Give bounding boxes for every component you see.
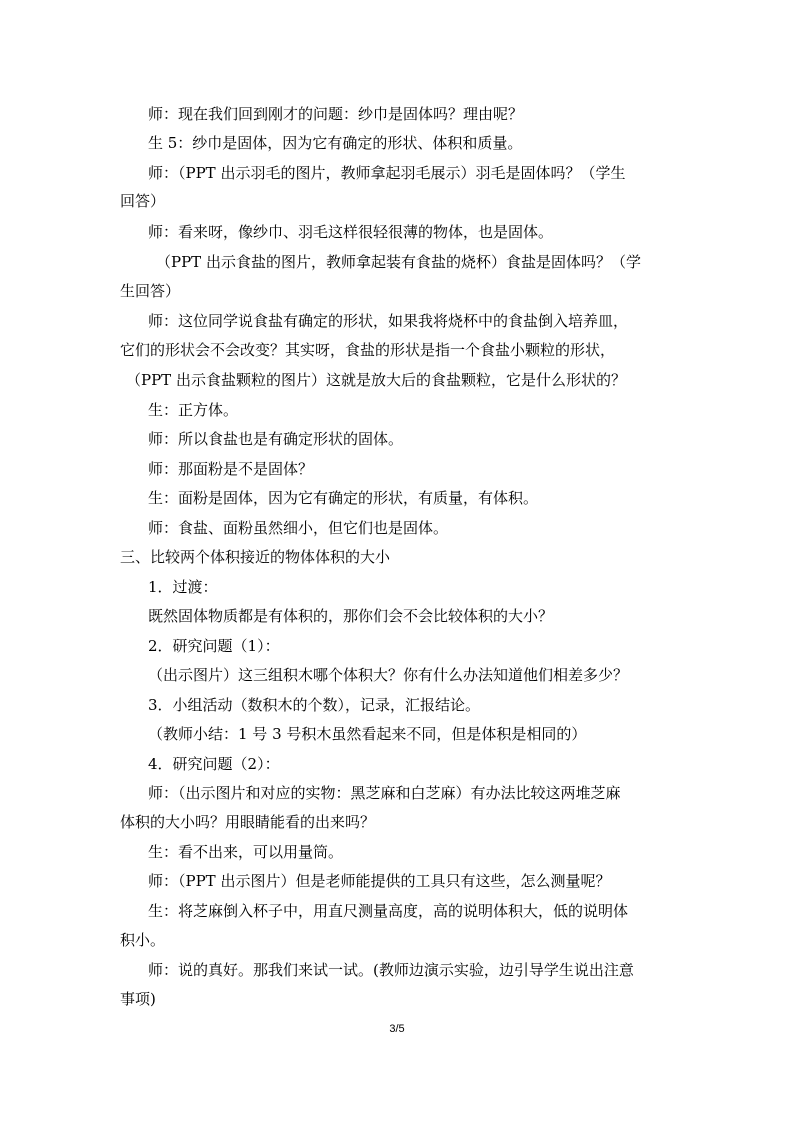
text-line: 师：说的真好。那我们来试一试。(教师边演示实验，边引导学生说出注意 <box>148 961 634 979</box>
text-line: 师：食盐、面粉虽然细小，但它们也是固体。 <box>148 519 449 537</box>
text-line: 师：看来呀，像纱巾、羽毛这样很轻很薄的物体，也是固体。 <box>148 223 554 241</box>
text-line: 回答） <box>120 192 166 210</box>
text-line: 生 5：纱巾是固体，因为它有确定的形状、体积和质量。 <box>148 134 523 152</box>
text-line: （教师小结：1 号 3 号积木虽然看起来不同，但是体积是相同的） <box>148 725 587 743</box>
text-line: 师：这位同学说食盐有确定的形状，如果我将烧杯中的食盐倒入培养皿， <box>148 312 629 330</box>
text-line: 2．研究问题（1）： <box>148 637 280 655</box>
text-line: 事项) <box>120 990 156 1008</box>
text-line: 生：正方体。 <box>148 401 239 419</box>
text-line: （PPT 出示食盐的图片，教师拿起装有食盐的烧杯）食盐是固体吗？（学 <box>156 253 641 271</box>
text-line: 师：（出示图片和对应的实物：黑芝麻和白芝麻）有办法比较这两堆芝麻 <box>148 784 621 802</box>
text-line: 生回答） <box>120 282 181 300</box>
text-line: 师：（PPT 出示图片）但是老师能提供的工具只有这些，怎么测量呢？ <box>148 872 611 890</box>
text-line: 师：所以食盐也是有确定形状的固体。 <box>148 430 404 448</box>
text-line: 生：面粉是固体，因为它有确定的形状，有质量，有体积。 <box>148 489 539 507</box>
text-line: 体积的大小吗？用眼睛能看的出来吗？ <box>120 813 376 831</box>
text-line: 师：那面粉是不是固体？ <box>148 460 314 478</box>
text-line: 4．研究问题（2）： <box>148 755 280 773</box>
text-line: 它们的形状会不会改变？其实呀，食盐的形状是指一个食盐小颗粒的形状， <box>120 341 616 359</box>
text-line: 积小。 <box>120 931 166 949</box>
text-line: 生：看不出来，可以用量筒。 <box>148 843 344 861</box>
text-line: 师：（PPT 出示羽毛的图片，教师拿起羽毛展示）羽毛是固体吗？（学生 <box>148 164 626 182</box>
page-number: 3/5 <box>389 1023 405 1035</box>
text-line: 3．小组活动（数积木的个数），记录，汇报结论。 <box>148 696 481 714</box>
text-line: 1．过渡： <box>148 578 218 596</box>
text-line: （出示图片）这三组积木哪个体积大？你有什么办法知道他们相差多少？ <box>148 666 629 684</box>
text-line: （PPT 出示食盐颗粒的图片）这就是放大后的食盐颗粒，它是什么形状的？ <box>126 371 626 389</box>
text-line: 既然固体物质都是有体积的，那你们会不会比较体积的大小？ <box>148 607 554 625</box>
section-heading: 三、比较两个体积接近的物体体积的大小 <box>120 548 391 566</box>
text-line: 生：将芝麻倒入杯子中，用直尺测量高度，高的说明体积大，低的说明体 <box>148 902 629 920</box>
text-line: 师：现在我们回到刚才的问题：纱巾是固体吗？理由呢？ <box>148 105 524 123</box>
